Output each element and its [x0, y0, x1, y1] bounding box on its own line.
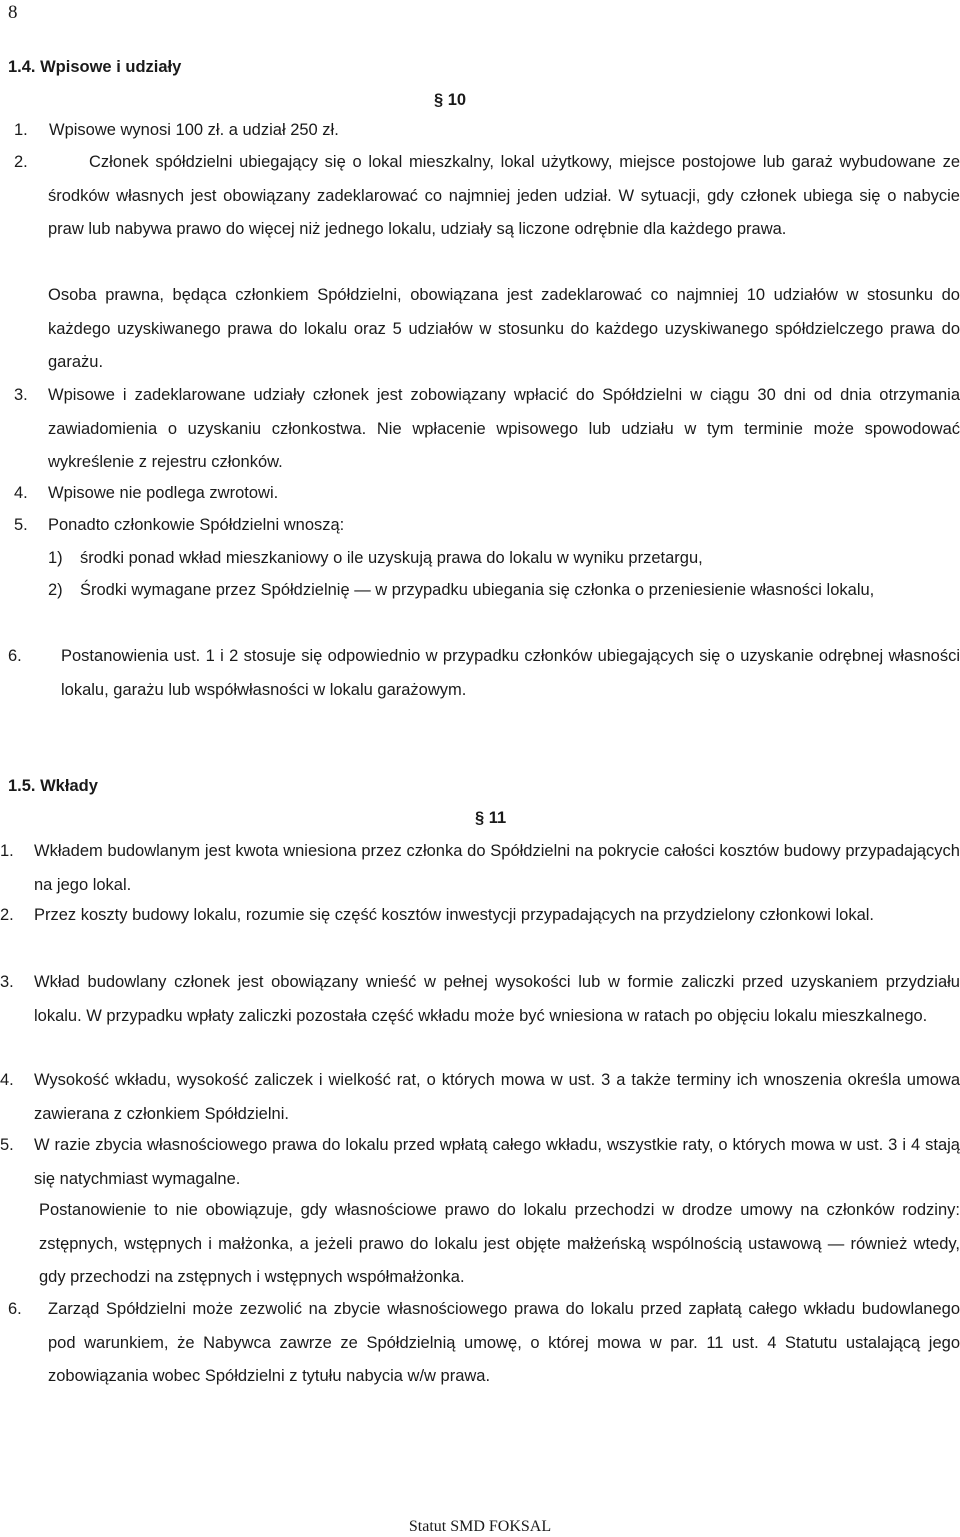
item-number: 3. [0, 973, 14, 991]
item-number: 6. [8, 1300, 22, 1318]
list-item [8, 379, 960, 480]
list-item [0, 899, 960, 933]
item-text: Ponadto członkowie Spółdzielni wnoszą: [48, 516, 345, 534]
paragraph-number-11: § 11 [475, 809, 507, 827]
item-text: Wkładem budowlanym jest kwota wniesiona przez członka do Spółdzielni na pokrycie całości kosztów budowy przypadających na jego lokal. [34, 842, 960, 894]
item-number: 2) [48, 581, 63, 599]
item-text: Wpisowe wynosi 100 zł. a udział 250 zł. [49, 121, 339, 139]
page-number: 8 [8, 2, 18, 23]
item-number: 1. [0, 842, 14, 860]
item-text: Wpisowe i zadeklarowane udziały członek jest zobowiązany wpłacić do Spółdzielni w ciągu 30 dni od dnia otrzymania zawiadomienia o uzyskaniu członkostwa. Nie wpłacenie wpisowego lub udziału w tym terminie może spowodować wykreślenie z rejestru członków. [48, 386, 960, 471]
item-text: Członek spółdzielni ubiegający się o lokal mieszkalny, lokal użytkowy, miejsce postojowe lub garaż wybudowane ze środków własnych jest obowiązany zadeklarować co najmniej jeden udział. W sytuacji, gdy członek ubiega się o nabycie praw lub nabywa prawo do więcej niż jednego lokalu, udziały są liczone odrębnie dla każdego prawa. [48, 153, 960, 238]
item-number: 4. [14, 484, 28, 502]
item-text: środki ponad wkład mieszkaniowy o ile uzyskują prawa do lokalu w wyniku przetargu, [80, 549, 703, 567]
item-number: 1. [14, 121, 28, 139]
item-text: Środki wymagane przez Spółdzielnię — w przypadku ubiegania się członka o przeniesienie własności lokalu, [80, 581, 875, 599]
paragraph-number-10: § 10 [434, 91, 467, 109]
section-heading-1-5: 1.5. Wkłady [8, 777, 98, 795]
item-text: Przez koszty budowy lokalu, rozumie się część kosztów inwestycji przypadających na przydzielony członkowi lokal. [34, 906, 875, 924]
item-text: Wkład budowlany członek jest obowiązany wnieść w pełnej wysokości lub w formie zaliczki przed uzyskaniem przydziału lokalu. W przypadku wpłaty zaliczki pozostała część wkładu może być wniesiona w ratach po objęciu lokalu mieszkalnego. [34, 973, 960, 1025]
list-item [0, 1064, 960, 1131]
item-number: 4. [0, 1071, 14, 1089]
list-item [0, 1129, 960, 1196]
list-item [0, 1293, 960, 1394]
item-number: 6. [8, 647, 22, 665]
item-number: 3. [14, 386, 28, 404]
item-number: 2. [0, 906, 14, 924]
list-item [8, 146, 960, 247]
section-heading-1-4: 1.4. Wpisowe i udziały [8, 58, 182, 76]
item-text: Wysokość wkładu, wysokość zaliczek i wielkość rat, o których mowa w ust. 3 a także terminy ich wnoszenia określa umowa zawierana z członkiem Spółdzielni. [34, 1071, 960, 1123]
list-item [8, 640, 960, 707]
list-item: Postanowienie to nie obowiązuje, gdy własnościowe prawo do lokalu przechodzi w drodze umowy na członków rodziny: zstępnych, wstępnych i małżonka, a jeżeli prawo do lokalu jest objęte małżeńską wspólnością ustawową — również wtedy, gdy przechodzi na zstępnych i wstępnych współmałżonka. [39, 1201, 960, 1286]
item-text: Zarząd Spółdzielni może zezwolić na zbycie własnościowego prawa do lokalu przed zapłatą całego wkładu budowlanego pod warunkiem, że Nabywca zawrze ze Spółdzielnią umowę, o której mowa w par. 11 ust. 4 Statutu ustalającą jego zobowiązania wobec Spółdzielni z tytułu nabycia w/w prawa. [48, 1300, 960, 1385]
sub-list-item [48, 574, 960, 608]
list-item [0, 835, 960, 902]
item-text: W razie zbycia własnościowego prawa do lokalu przed wpłatą całego wkładu, wszystkie raty, o których mowa w ust. 3 i 4 stają się natychmiast wymagalne. [34, 1136, 960, 1188]
item-number: 1) [48, 549, 63, 567]
list-item [0, 966, 960, 1033]
footer: Statut SMD FOKSAL [408, 1518, 552, 1535]
item-text: Postanowienia ust. 1 i 2 stosuje się odpowiednio w przypadku członków ubiegających się o uzyskanie odrębnej własności lokalu, garażu lub współwłasności w lokalu garażowym. [61, 647, 960, 699]
item-number: 5. [14, 516, 28, 534]
item-text: Wpisowe nie podlega zwrotowi. [48, 484, 279, 502]
item-number: 5. [0, 1136, 14, 1154]
list-item: Osoba prawna, będąca członkiem Spółdzielni, obowiązana jest zadeklarować co najmniej 10 udziałów w stosunku do każdego uzyskiwanego prawa do lokalu oraz 5 udziałów w stosunku do każdego uzyskiwanego spółdzielczego prawa do garażu. [48, 286, 960, 371]
item-number: 2. [14, 153, 28, 171]
